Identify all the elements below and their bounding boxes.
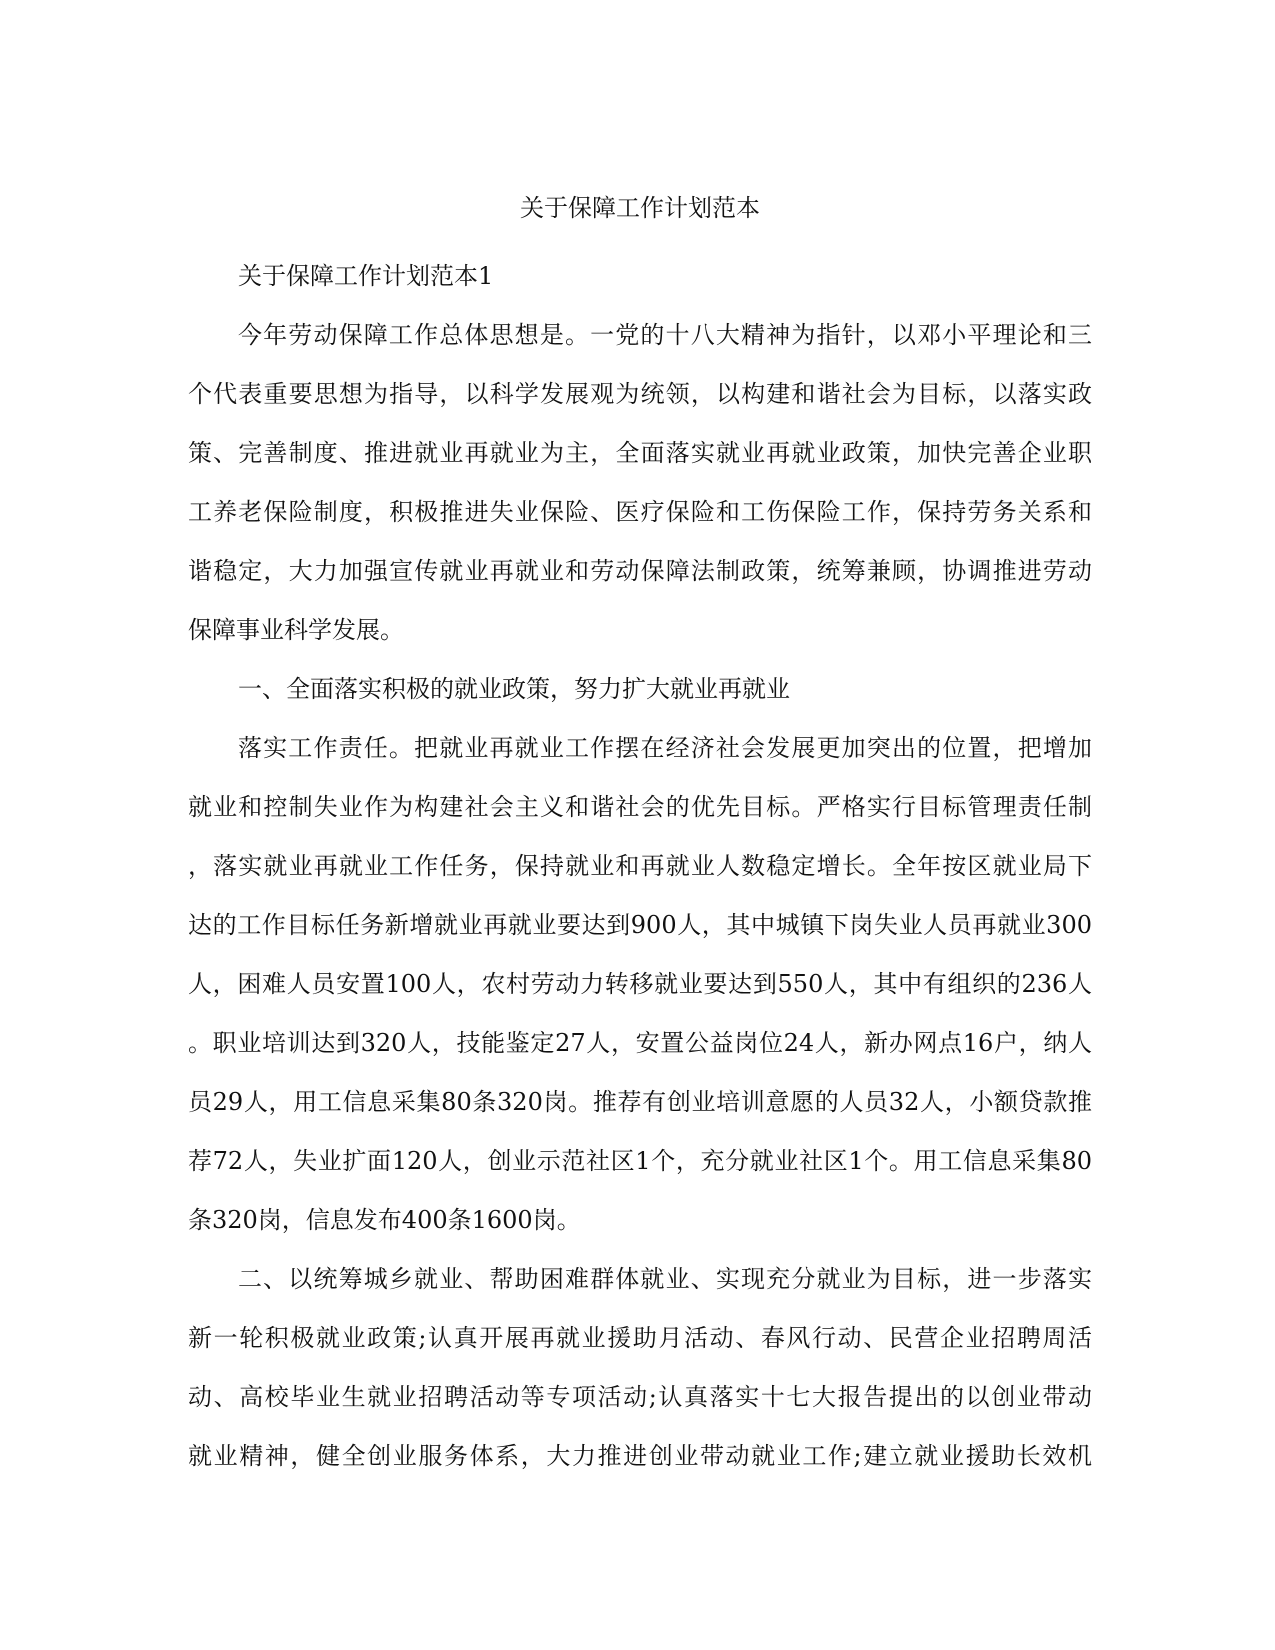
text-line: 落实工作责任。把就业再就业工作摆在经济社会发展更加突出的位置，把增加 [238, 734, 1092, 762]
text-line: 关于保障工作计划范本1 [238, 262, 494, 290]
text-line: 。职业培训达到320人，技能鉴定27人，安置公益岗位24人，新办网点16户，纳人 [188, 1029, 1092, 1057]
text-line: ，落实就业再就业工作任务，保持就业和再就业人数稳定增长。全年按区就业局下 [188, 852, 1092, 880]
text-line: 新一轮积极就业政策;认真开展再就业援助月活动、春风行动、民营企业招聘周活 [188, 1324, 1092, 1352]
document-body [188, 247, 1092, 1486]
text-line: 就业和控制失业作为构建社会主义和谐社会的优先目标。严格实行目标管理责任制 [188, 793, 1092, 821]
text-line: 谐稳定，大力加强宣传就业再就业和劳动保障法制政策，统筹兼顾，协调推进劳动 [188, 557, 1092, 585]
text-line: 条320岗，信息发布400条1600岗。 [188, 1206, 581, 1234]
text-line: 个代表重要思想为指导，以科学发展观为统领，以构建和谐社会为目标，以落实政 [188, 380, 1092, 408]
text-line: 今年劳动保障工作总体思想是。一党的十八大精神为指针，以邓小平理论和三 [238, 321, 1092, 349]
text-line: 动、高校毕业生就业招聘活动等专项活动;认真落实十七大报告提出的以创业带动 [188, 1383, 1092, 1411]
text-line: 就业精神，健全创业服务体系，大力推进创业带动就业工作;建立就业援助长效机 [188, 1442, 1092, 1470]
text-line: 达的工作目标任务新增就业再就业要达到900人，其中城镇下岗失业人员再就业300 [188, 911, 1092, 939]
text-line: 工养老保险制度，积极推进失业保险、医疗保险和工伤保险工作，保持劳务关系和 [188, 498, 1092, 526]
text-line: 二、以统筹城乡就业、帮助困难群体就业、实现充分就业为目标，进一步落实 [238, 1265, 1092, 1293]
text-line: 保障事业科学发展。 [188, 616, 404, 644]
text-line: 一、全面落实积极的就业政策，努力扩大就业再就业 [238, 675, 790, 703]
text-line: 人，困难人员安置100人，农村劳动力转移就业要达到550人，其中有组织的236人 [188, 970, 1092, 998]
text-line: 员29人，用工信息采集80条320岗。推荐有创业培训意愿的人员32人，小额贷款推 [188, 1088, 1092, 1116]
text-line: 荐72人，失业扩面120人，创业示范社区1个，充分就业社区1个。用工信息采集80 [188, 1147, 1092, 1175]
document-title: 关于保障工作计划范本 [520, 194, 760, 222]
document-page [188, 0, 1092, 1650]
text-line: 策、完善制度、推进就业再就业为主，全面落实就业再就业政策，加快完善企业职 [188, 439, 1092, 467]
